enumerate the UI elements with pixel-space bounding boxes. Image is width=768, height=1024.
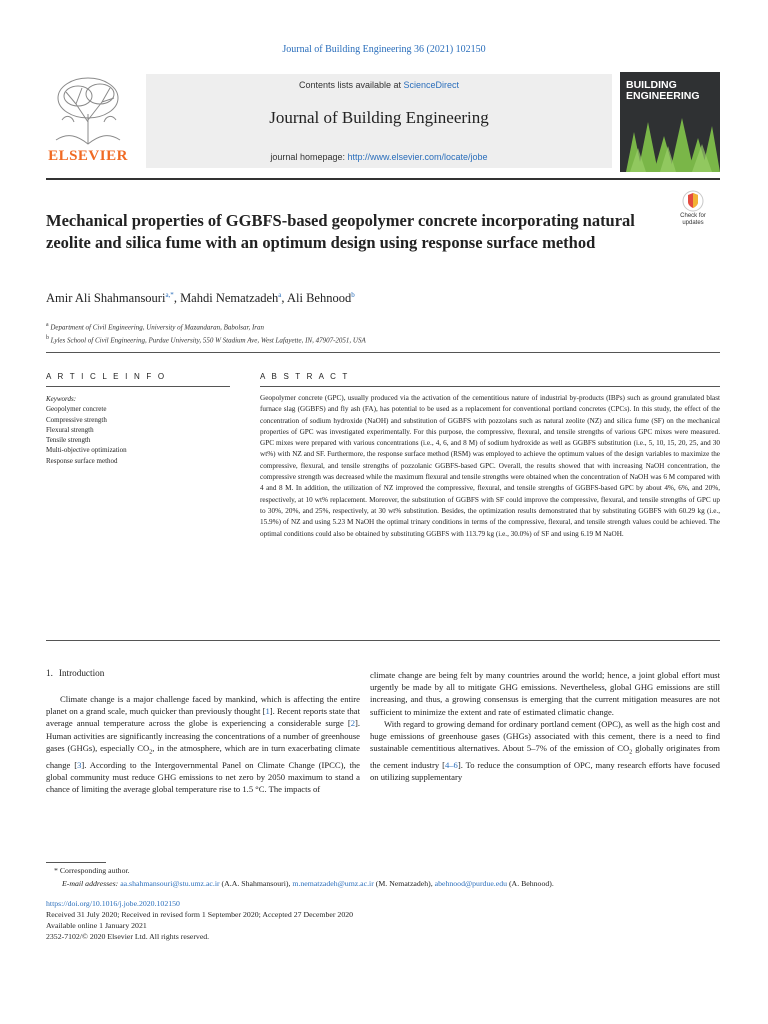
text-run: , in the atmosphere, which are in turn exacerbating climate change [ bbox=[46, 742, 360, 770]
footnote-rule bbox=[46, 862, 106, 863]
elsevier-tree-logo bbox=[48, 74, 128, 146]
text-run: With regard to growing demand for ordinary portland cement (OPC), as well as the high cost and huge emissions of greenhouse gases (GHGs) associated with this cement, there is a need to find sustainable cementitious alternatives. About 5–7% of the emission of CO bbox=[370, 718, 720, 754]
paragraph bbox=[46, 693, 360, 795]
email-owner: (A. Behnood). bbox=[507, 879, 554, 888]
keyword: Compressive strength bbox=[46, 415, 107, 424]
journal-title: Journal of Building Engineering bbox=[269, 108, 489, 127]
author-list bbox=[46, 291, 706, 306]
author-name[interactable]: Amir Ali Shahmansouri bbox=[46, 291, 166, 306]
citation-link[interactable]: 2 bbox=[350, 718, 355, 729]
affiliation-text: Department of Civil Engineering, University of Mazandaran, Babolsar, Iran bbox=[50, 323, 265, 332]
author-separator: , bbox=[281, 291, 287, 306]
citation-link[interactable]: 1 bbox=[265, 706, 270, 717]
affiliation bbox=[46, 333, 706, 346]
corresponding-author-note: * Corresponding author. bbox=[54, 866, 130, 875]
text-run: Climate change is a major challenge faced by mankind, which is affecting the entire planet on a grand scale, much quicker than previously thought [ bbox=[46, 694, 360, 717]
keyword: Tensile strength bbox=[46, 436, 91, 445]
sciencedirect-link[interactable]: ScienceDirect bbox=[403, 80, 460, 90]
abstract-text: Geopolymer concrete (GPC), usually produced via the activation of the cementitious nature of industrial by-products (IBPs) such as ground granulated blast furnace slag (GGBFS) and fly ash (FA), has potential to be used as a replacement for conventional portland concretes (CPCs). In this study, the effect of the concentration of sodium hydroxide (NaOH) and substitution of GGBFS with pozzolans such as natural zeolite (NZ) and silica fume (SF) on the mechanical properties of GPC was investigated experimentally. For this purpose, the compressive, flexural, and tensile strengths of various GPC mixes were measured. GPC mixes were prepared with various concentrations (i.e., 4, 6, and 8 M) of sodium hydroxide as well as GGBFS substitution (i.e., 5, 10, 15, 20, 25, and 30 wt%) with NZ and SF. Furthermore, the response surface method (RSM) was employed to achieve the optimum values of the design variables to maximize the compressive, flexural, and tensile strengths of pozzolanic GGBFS-based GPC. Overall, the results showed that with increasing NaOH concentration, the compressive strength was decreased while the maximum flexural and tensile strengths were obtained when the concentration of NaOH was 6 M compared with 4 and 8 M. In addition, the utilization of NZ improved the compressive, flexural, and tensile strengths of GGBFS-based GPC by about 4%, 6%, and 20%, respectively, at 10 wt% replacement. Moreover, the substitution of GGBFS with SF could improve the compressive, flexural, and tensile strengths of GPC up to 30%, 20%, and 25%, respectively, at 30 wt% substitution. Besides, the optimization results demonstrated that by substituting GGBFS with 60.29 kg (i.e., 15.9%) of NZ and using 5.23 M NaOH the optimal trinary conditions in terms of the compressive, flexural, and tensile strength values could be achieved. The optimal conditions could also be obtained by substituting GGBFS with 113.79 kg (i.e., 30.0%) of SF and using 6.19 M NaOH. bbox=[260, 394, 720, 538]
author-sup[interactable]: a,* bbox=[165, 291, 174, 299]
contents-prefix: Contents lists available at bbox=[298, 80, 404, 90]
homepage-line bbox=[146, 152, 612, 162]
email-link[interactable]: aa.shahmansouri@stu.umz.ac.ir bbox=[120, 879, 220, 888]
cover-title bbox=[626, 80, 716, 102]
email-link[interactable]: m.nematzadeh@umz.ac.ir bbox=[292, 879, 374, 888]
body-column-left bbox=[46, 693, 360, 795]
check-for-updates-icon[interactable] bbox=[682, 190, 704, 212]
text-run: ]. Human activities are significantly increasing the concentrations of a number of greenhouse gases (GHGs), especially CO bbox=[46, 718, 360, 753]
journal-homepage-link[interactable]: http://www.elsevier.com/locate/jobe bbox=[347, 152, 488, 162]
author-separator: , bbox=[173, 291, 181, 306]
author-sup[interactable]: a bbox=[278, 291, 282, 299]
affiliation-sup: b bbox=[46, 335, 49, 342]
email-label: E-mail addresses: bbox=[62, 879, 119, 888]
keyword: Multi-objective optimization bbox=[46, 446, 127, 455]
contents-line bbox=[146, 80, 612, 90]
abstract-bottom-rule bbox=[46, 640, 720, 641]
citation-link[interactable]: 4–6 bbox=[444, 760, 458, 771]
section-rule bbox=[46, 352, 720, 353]
affiliation bbox=[46, 320, 706, 333]
doi-link[interactable]: https://doi.org/10.1016/j.jobe.2020.102150 bbox=[46, 899, 180, 908]
check-for-updates-label[interactable]: Check for updates bbox=[680, 213, 706, 226]
author-sup[interactable]: b bbox=[351, 291, 355, 299]
citation-link[interactable]: 3 bbox=[77, 759, 82, 770]
keyword: Response surface method bbox=[46, 456, 118, 465]
cover-title-line-1: BUILDING bbox=[626, 79, 677, 91]
email-owner: (M. Nematzadeh), bbox=[373, 879, 435, 888]
paragraph: climate change are being felt by many countries around the world; hence, a joint global effort must urgently be made by all to mitigate GHG emissions. Nevertheless, global GHG emissions are still increasing, and thus, a growing consensus is emerging that the current mitigation measures are not sufficient to minimize the extent and rate of estimated climatic change. bbox=[370, 670, 720, 717]
affiliations bbox=[46, 320, 706, 347]
author-name[interactable]: Mahdi Nematzadeh bbox=[180, 291, 279, 306]
email-addresses bbox=[62, 879, 722, 888]
cover-title-line-2: ENGINEERING bbox=[626, 90, 700, 102]
article-title: Mechanical properties of GGBFS-based geopolymer concrete incorporating natural zeolite and silica fume with an optimum design using response surface method bbox=[46, 211, 635, 252]
text-run: ]. According to the Intergovernmental Panel on Climate Change (IPCC), the global community must reduce GHG emissions to net zero by 2050 maximum to stand a chance of limiting the average global temperature rise to 1.5 °C. The impacts of bbox=[46, 759, 360, 795]
received-dates: Received 31 July 2020; Received in revised form 1 September 2020; Accepted 27 December 2020 bbox=[46, 910, 354, 919]
section-heading-introduction bbox=[46, 668, 104, 678]
email-owner: (A.A. Shahmansouri), bbox=[219, 879, 293, 888]
text-run: ]. Recent reports state that average annual temperature across the globe is experiencing a considerable surge [ bbox=[46, 706, 360, 729]
article-info-rule bbox=[46, 386, 230, 387]
cover-art bbox=[620, 108, 720, 172]
body-column-right bbox=[370, 669, 720, 784]
affiliation-text: Lyles School of Civil Engineering, Purdue University, 550 W Stadium Ave, West Lafayette, IN, 47907-2051, USA bbox=[50, 336, 366, 345]
abstract-rule bbox=[260, 386, 720, 387]
subscript: 2 bbox=[629, 749, 633, 756]
copyright: 2352-7102/© 2020 Elsevier Ltd. All rights reserved. bbox=[46, 932, 210, 941]
available-online: Available online 1 January 2021 bbox=[46, 921, 147, 930]
author-name[interactable]: Ali Behnood bbox=[286, 291, 352, 306]
email-link[interactable]: abehnood@purdue.edu bbox=[434, 879, 508, 888]
text-run: globally originates from the cement industry [ bbox=[370, 743, 720, 771]
keyword: Flexural strength bbox=[46, 425, 94, 434]
keyword: Geopolymer concrete bbox=[46, 405, 107, 414]
abstract-heading: A B S T R A C T bbox=[260, 372, 350, 381]
journal-reference-link[interactable]: Journal of Building Engineering 36 (2021) 102150 bbox=[282, 44, 486, 55]
publisher-logo-text: ELSEVIER bbox=[48, 148, 128, 164]
section-number: 1. bbox=[46, 668, 53, 678]
article-info-heading: A R T I C L E I N F O bbox=[46, 372, 167, 381]
header-rule bbox=[46, 178, 720, 180]
keywords-label: Keywords: bbox=[46, 395, 77, 403]
affiliation-sup: a bbox=[46, 322, 49, 328]
text-run: ]. To reduce the consumption of OPC, many research efforts have focused on utilizing supplementary bbox=[370, 760, 720, 783]
homepage-prefix: journal homepage: bbox=[270, 152, 348, 162]
subscript: 2 bbox=[149, 749, 153, 756]
publication-info bbox=[46, 898, 726, 942]
paragraph bbox=[370, 718, 720, 784]
keywords-block bbox=[46, 394, 230, 466]
section-title: Introduction bbox=[58, 668, 105, 678]
